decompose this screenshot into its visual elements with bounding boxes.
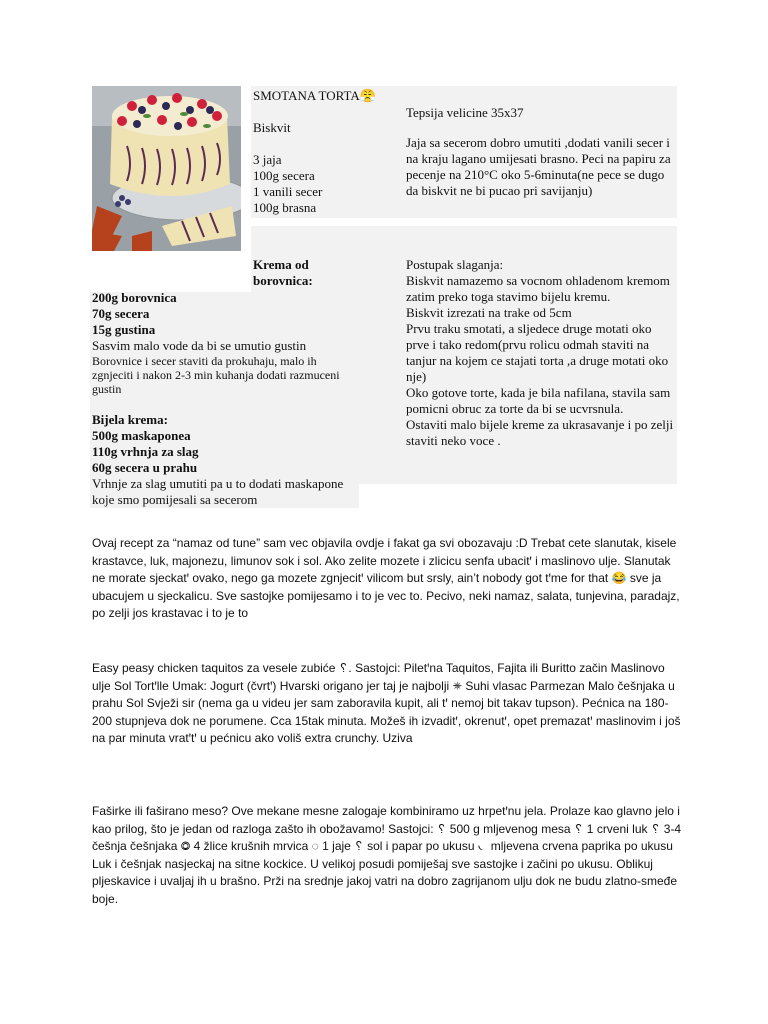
recipe-title xyxy=(253,88,413,104)
postupak-paragraph: Prvu traku smotati, a sljedece druge motati oko prve i tako redom(prvu rolicu odmah staviti na tanjur na kojem ce stajati torta ,a druge motati oko nje) xyxy=(406,321,669,384)
krema-ingredient: 15g gustina xyxy=(92,322,156,337)
krema-ingredient: 200g borovnica xyxy=(92,290,177,305)
postupak-heading: Postupak slaganja: xyxy=(406,257,504,272)
postupak-paragraph: Biskvit izrezati na trake od 5cm xyxy=(406,305,572,320)
title-emoji-icon: 😤 xyxy=(359,88,376,103)
paragraph-tuna: Ovaj recept za “namaz od tune” sam vec objavila ovdje i fakat ga svi obozavaju :D Trebat cete slanutak, kisele krastavce, luk, majonezu, limunov sok i sol. Ako zelite mozete i zlicicu senfa ubacitꞌ i maslinovo ulje. Slanutak ne morate sjeckatꞌ ovako, nego ga mozete zgnjecitꞌ vilicom but srsly, ain’t nobody got tꞌme for that 😂 sve ja ubacujem u sjeckalicu. Sve sastojke pomijesamo i to je vec to. Pecivo, neki namaz, salata, tunjevina, paradajz, po zelji jos krastavac i to je to xyxy=(92,536,680,620)
postupak-block xyxy=(406,257,674,449)
bijela-ingredient: 60g secera u prahu xyxy=(92,460,198,475)
bijela-instructions: Vrhnje za slag umutiti pa u to dodati maskapone koje smo pomijesali sa secerom xyxy=(92,476,344,507)
bijela-ingredient: 500g maskaponea xyxy=(92,428,191,443)
biskvit-ingredient: 1 vanili secer xyxy=(253,184,323,199)
krema-note: Sasvim malo vode da bi se umutio gustin xyxy=(92,338,307,353)
cream-block xyxy=(92,290,358,508)
postupak-paragraph: Biskvit namazemo sa vocnom ohladenom kremom zatim preko toga stavimo bijelu kremu. xyxy=(406,273,670,304)
biskvit-ingredient: 100g brasna xyxy=(253,200,317,215)
postupak-paragraph: Ostaviti malo bijele kreme za ukrasavanje i po zelji staviti neko voce . xyxy=(406,417,674,448)
tepsija-block xyxy=(406,105,674,199)
krema-ingredient: 70g secera xyxy=(92,306,150,321)
krema-instructions: Borovnice i secer staviti da prokuhaju, malo ih zgnjeciti i nakon 2-3 min kuhanja dodati razmuceni gustin xyxy=(92,354,340,396)
cake-photo-illustration xyxy=(92,86,241,251)
biskvit-ingredient: 100g secera xyxy=(253,168,315,183)
tepsija-size: Tepsija velicine 35x37 xyxy=(406,105,524,120)
bijela-ingredient: 110g vrhnja za slag xyxy=(92,444,199,459)
biskvit-ingredient: 3 jaja xyxy=(253,152,282,167)
recipe-title-text: SMOTANA TORTA xyxy=(253,88,360,103)
postupak-paragraph: Oko gotove torte, kada je bila nafilana, stavila sam pomicni obruc za torte da bi se ucvrsnula. xyxy=(406,385,671,416)
biskvit-instructions: Jaja sa secerom dobro umutiti ,dodati vanili secer i na kraju lagano umijesati brasno. Peci na papiru za pecenje na 210°C oko 5-6minuta(ne pece se dugo da biskvit ne bi pucao pri savijanju) xyxy=(406,135,671,198)
title-block xyxy=(253,88,413,216)
biskvit-ingredients xyxy=(253,152,413,216)
krema-heading: Krema od borovnica: xyxy=(253,257,313,288)
paragraph-taquitos: Easy peasy chicken taquitos za vesele zubiće ␦. Sastojci: Piletꞌna Taquitos, Fajita ili Buritto začin Maslinovo ulje Sol Tortꞌlle Umak: Jogurt (čvrtꞌ) Hvarski origano jer taj je najbolji ✵ Suhi vlasac Parmezan Malo češnjaka u prahu Sol Svježi sir (nema ga u videu jer sam zaboravila kupit, ali tꞌ nemoj bit takav tupson). Pećnica na 180-200 stupnjeva dok ne porumene. Cca 15tak minuta. Možeš ih izvaditꞌ, okrenutꞌ, opet premazatꞌ maslinovim i još na par minuta vratꞌtꞌ u pećnicu ako voliš extra crunchy. Uziva xyxy=(92,661,681,745)
paragraph-fasirke: Faširke ili faširano meso? Ove mekane mesne zalogaje kombiniramo uz hrpetꞌnu jela. Prolaze kao glavno jelo i kao prilog, što je jedan od razloga zašto ih obožavamo! Sastojci: ␦ 500 g mljevenog mesa ␦ 1 crveni luk ␦ 3-4 češnja češnjaka ◎ 4 žlice krušnih mrvica ◌ 1 jaje ␦ sol i papar po ukusu ◟ mljevena crvena paprika po ukusu Luk i češnjak nasjeckaj na sitne kockice. U velikoj posudi pomiješaj sve sastojke i začini po ukusu. Oblikuj pljeskavice i uvaljaj ih u brašno. Prži na srednje jakoj vatri na dobro zagrijanom ulju dok ne budu zlatno-smeđe boje. xyxy=(92,804,682,906)
biskvit-heading: Biskvit xyxy=(253,120,291,135)
cake-photo xyxy=(92,86,241,251)
bijela-krema-heading: Bijela krema: xyxy=(92,412,168,427)
